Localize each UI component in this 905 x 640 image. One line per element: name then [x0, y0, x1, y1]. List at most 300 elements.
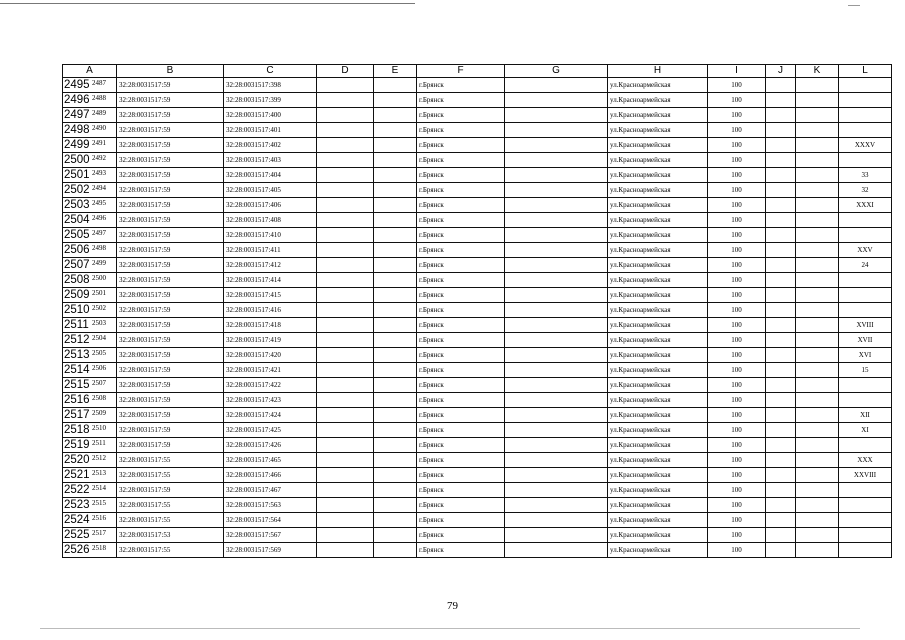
cell-f[interactable]: г.Брянск [417, 408, 505, 423]
row-number-cell[interactable] [63, 258, 117, 273]
cell-j[interactable] [766, 438, 796, 453]
cell-h[interactable]: ул.Красноармейская [608, 258, 708, 273]
cell-h[interactable]: ул.Красноармейская [608, 153, 708, 168]
cell-h[interactable]: ул.Красноармейская [608, 273, 708, 288]
cell-c[interactable]: 32:28:0031517:426 [224, 438, 317, 453]
cell-d[interactable] [317, 243, 374, 258]
cell-k[interactable] [796, 183, 839, 198]
column-header-b[interactable]: B [117, 65, 224, 78]
cell-k[interactable] [796, 228, 839, 243]
cell-f[interactable]: г.Брянск [417, 528, 505, 543]
cell-e[interactable] [374, 378, 417, 393]
cell-d[interactable] [317, 123, 374, 138]
cell-l[interactable]: XXXV [839, 138, 892, 153]
cell-g[interactable] [505, 273, 608, 288]
cell-g[interactable] [505, 498, 608, 513]
cell-e[interactable] [374, 108, 417, 123]
cell-l[interactable] [839, 213, 892, 228]
row-number-cell[interactable] [63, 153, 117, 168]
cell-l[interactable]: 33 [839, 168, 892, 183]
cell-h[interactable]: ул.Красноармейская [608, 288, 708, 303]
cell-k[interactable] [796, 213, 839, 228]
cell-d[interactable] [317, 228, 374, 243]
cell-j[interactable] [766, 303, 796, 318]
cell-f[interactable]: г.Брянск [417, 468, 505, 483]
cell-f[interactable]: г.Брянск [417, 108, 505, 123]
cell-e[interactable] [374, 303, 417, 318]
cell-l[interactable]: XVII [839, 333, 892, 348]
cell-l[interactable] [839, 303, 892, 318]
cell-c[interactable]: 32:28:0031517:398 [224, 78, 317, 93]
row-number-cell[interactable] [63, 513, 117, 528]
cell-b[interactable]: 32:28:0031517:59 [117, 153, 224, 168]
cell-b[interactable]: 32:28:0031517:59 [117, 123, 224, 138]
cell-c[interactable]: 32:28:0031517:415 [224, 288, 317, 303]
cell-c[interactable]: 32:28:0031517:425 [224, 423, 317, 438]
row-number-cell[interactable] [63, 378, 117, 393]
cell-f[interactable]: г.Брянск [417, 288, 505, 303]
cell-d[interactable] [317, 543, 374, 558]
cell-h[interactable]: ул.Красноармейская [608, 363, 708, 378]
cell-l[interactable] [839, 288, 892, 303]
column-header-l[interactable]: L [839, 65, 892, 78]
row-number-cell[interactable] [63, 453, 117, 468]
cell-f[interactable]: г.Брянск [417, 258, 505, 273]
cell-c[interactable]: 32:28:0031517:416 [224, 303, 317, 318]
cell-f[interactable]: г.Брянск [417, 273, 505, 288]
cell-f[interactable]: г.Брянск [417, 303, 505, 318]
cell-i[interactable]: 100 [708, 123, 766, 138]
cell-i[interactable]: 100 [708, 243, 766, 258]
cell-d[interactable] [317, 93, 374, 108]
row-number-cell[interactable] [63, 528, 117, 543]
cell-f[interactable]: г.Брянск [417, 453, 505, 468]
cell-g[interactable] [505, 438, 608, 453]
cell-l[interactable] [839, 78, 892, 93]
cell-d[interactable] [317, 438, 374, 453]
column-header-d[interactable]: D [317, 65, 374, 78]
cell-i[interactable]: 100 [708, 273, 766, 288]
cell-g[interactable] [505, 243, 608, 258]
cell-b[interactable]: 32:28:0031517:55 [117, 498, 224, 513]
cell-h[interactable]: ул.Красноармейская [608, 498, 708, 513]
cell-h[interactable]: ул.Красноармейская [608, 438, 708, 453]
cell-j[interactable] [766, 318, 796, 333]
cell-i[interactable]: 100 [708, 528, 766, 543]
column-header-e[interactable]: E [374, 65, 417, 78]
row-number-cell[interactable] [63, 198, 117, 213]
cell-d[interactable] [317, 183, 374, 198]
cell-b[interactable]: 32:28:0031517:59 [117, 273, 224, 288]
cell-d[interactable] [317, 258, 374, 273]
row-number-cell[interactable] [63, 498, 117, 513]
cell-d[interactable] [317, 498, 374, 513]
cell-l[interactable] [839, 108, 892, 123]
cell-e[interactable] [374, 78, 417, 93]
cell-j[interactable] [766, 78, 796, 93]
cell-k[interactable] [796, 513, 839, 528]
cell-j[interactable] [766, 243, 796, 258]
cell-e[interactable] [374, 468, 417, 483]
cell-d[interactable] [317, 168, 374, 183]
cell-e[interactable] [374, 198, 417, 213]
cell-k[interactable] [796, 93, 839, 108]
cell-c[interactable]: 32:28:0031517:399 [224, 93, 317, 108]
cell-h[interactable]: ул.Красноармейская [608, 93, 708, 108]
cell-g[interactable] [505, 153, 608, 168]
cell-k[interactable] [796, 153, 839, 168]
cell-h[interactable]: ул.Красноармейская [608, 78, 708, 93]
cell-c[interactable]: 32:28:0031517:405 [224, 183, 317, 198]
cell-e[interactable] [374, 273, 417, 288]
cell-i[interactable]: 100 [708, 498, 766, 513]
cell-d[interactable] [317, 528, 374, 543]
cell-d[interactable] [317, 453, 374, 468]
cell-e[interactable] [374, 333, 417, 348]
cell-c[interactable]: 32:28:0031517:410 [224, 228, 317, 243]
cell-l[interactable] [839, 498, 892, 513]
row-number-cell[interactable] [63, 318, 117, 333]
cell-g[interactable] [505, 183, 608, 198]
cell-h[interactable]: ул.Красноармейская [608, 108, 708, 123]
cell-l[interactable]: XXXI [839, 198, 892, 213]
cell-i[interactable]: 100 [708, 468, 766, 483]
cell-l[interactable]: 32 [839, 183, 892, 198]
cell-i[interactable]: 100 [708, 318, 766, 333]
cell-d[interactable] [317, 273, 374, 288]
cell-l[interactable]: XVIII [839, 318, 892, 333]
cell-d[interactable] [317, 423, 374, 438]
cell-i[interactable]: 100 [708, 513, 766, 528]
cell-b[interactable]: 32:28:0031517:59 [117, 288, 224, 303]
cell-c[interactable]: 32:28:0031517:423 [224, 393, 317, 408]
row-number-cell[interactable] [63, 408, 117, 423]
cell-c[interactable]: 32:28:0031517:408 [224, 213, 317, 228]
cell-j[interactable] [766, 333, 796, 348]
cell-f[interactable]: г.Брянск [417, 333, 505, 348]
cell-d[interactable] [317, 108, 374, 123]
row-number-cell[interactable] [63, 78, 117, 93]
cell-i[interactable]: 100 [708, 378, 766, 393]
cell-j[interactable] [766, 288, 796, 303]
cell-e[interactable] [374, 498, 417, 513]
cell-b[interactable]: 32:28:0031517:59 [117, 93, 224, 108]
column-header-a[interactable]: A [63, 65, 117, 78]
cell-j[interactable] [766, 168, 796, 183]
cell-k[interactable] [796, 108, 839, 123]
cell-b[interactable]: 32:28:0031517:59 [117, 303, 224, 318]
row-number-cell[interactable] [63, 393, 117, 408]
row-number-cell[interactable] [63, 213, 117, 228]
cell-k[interactable] [796, 543, 839, 558]
cell-j[interactable] [766, 198, 796, 213]
cell-c[interactable]: 32:28:0031517:563 [224, 498, 317, 513]
cell-c[interactable]: 32:28:0031517:419 [224, 333, 317, 348]
cell-g[interactable] [505, 108, 608, 123]
cell-i[interactable]: 100 [708, 438, 766, 453]
cell-c[interactable]: 32:28:0031517:422 [224, 378, 317, 393]
row-number-cell[interactable] [63, 168, 117, 183]
cell-i[interactable]: 100 [708, 168, 766, 183]
cell-f[interactable]: г.Брянск [417, 318, 505, 333]
cell-f[interactable]: г.Брянск [417, 198, 505, 213]
cell-b[interactable]: 32:28:0031517:55 [117, 513, 224, 528]
cell-b[interactable]: 32:28:0031517:59 [117, 483, 224, 498]
cell-i[interactable]: 100 [708, 303, 766, 318]
cell-c[interactable]: 32:28:0031517:564 [224, 513, 317, 528]
cell-k[interactable] [796, 393, 839, 408]
cell-h[interactable]: ул.Красноармейская [608, 303, 708, 318]
cell-i[interactable]: 100 [708, 258, 766, 273]
cell-h[interactable]: ул.Красноармейская [608, 423, 708, 438]
cell-e[interactable] [374, 258, 417, 273]
cell-k[interactable] [796, 198, 839, 213]
cell-e[interactable] [374, 363, 417, 378]
cell-j[interactable] [766, 348, 796, 363]
cell-l[interactable] [839, 378, 892, 393]
cell-b[interactable]: 32:28:0031517:59 [117, 213, 224, 228]
cell-j[interactable] [766, 453, 796, 468]
cell-k[interactable] [796, 138, 839, 153]
cell-f[interactable]: г.Брянск [417, 423, 505, 438]
cell-e[interactable] [374, 543, 417, 558]
cell-e[interactable] [374, 438, 417, 453]
cell-h[interactable]: ул.Красноармейская [608, 138, 708, 153]
cell-l[interactable]: XVI [839, 348, 892, 363]
cell-c[interactable]: 32:28:0031517:569 [224, 543, 317, 558]
cell-l[interactable]: XI [839, 423, 892, 438]
cell-e[interactable] [374, 453, 417, 468]
cell-e[interactable] [374, 513, 417, 528]
cell-b[interactable]: 32:28:0031517:55 [117, 453, 224, 468]
cell-l[interactable] [839, 228, 892, 243]
cell-f[interactable]: г.Брянск [417, 513, 505, 528]
cell-l[interactable] [839, 513, 892, 528]
cell-j[interactable] [766, 183, 796, 198]
cell-k[interactable] [796, 378, 839, 393]
cell-h[interactable]: ул.Красноармейская [608, 468, 708, 483]
cell-i[interactable]: 100 [708, 183, 766, 198]
cell-i[interactable]: 100 [708, 228, 766, 243]
cell-g[interactable] [505, 228, 608, 243]
cell-l[interactable] [839, 543, 892, 558]
cell-f[interactable]: г.Брянск [417, 393, 505, 408]
cell-e[interactable] [374, 393, 417, 408]
cell-d[interactable] [317, 483, 374, 498]
cell-d[interactable] [317, 468, 374, 483]
cell-j[interactable] [766, 543, 796, 558]
cell-g[interactable] [505, 198, 608, 213]
cell-l[interactable] [839, 483, 892, 498]
row-number-cell[interactable] [63, 138, 117, 153]
cell-j[interactable] [766, 408, 796, 423]
column-header-c[interactable]: C [224, 65, 317, 78]
cell-d[interactable] [317, 333, 374, 348]
row-number-cell[interactable] [63, 303, 117, 318]
cell-c[interactable]: 32:28:0031517:403 [224, 153, 317, 168]
cell-k[interactable] [796, 288, 839, 303]
row-number-cell[interactable] [63, 108, 117, 123]
cell-b[interactable]: 32:28:0031517:53 [117, 528, 224, 543]
column-header-j[interactable]: J [766, 65, 796, 78]
cell-d[interactable] [317, 348, 374, 363]
cell-k[interactable] [796, 423, 839, 438]
cell-e[interactable] [374, 123, 417, 138]
cell-e[interactable] [374, 183, 417, 198]
cell-k[interactable] [796, 273, 839, 288]
cell-g[interactable] [505, 138, 608, 153]
cell-f[interactable]: г.Брянск [417, 183, 505, 198]
cell-g[interactable] [505, 513, 608, 528]
cell-k[interactable] [796, 453, 839, 468]
cell-c[interactable]: 32:28:0031517:401 [224, 123, 317, 138]
cell-j[interactable] [766, 528, 796, 543]
cell-b[interactable]: 32:28:0031517:59 [117, 198, 224, 213]
cell-b[interactable]: 32:28:0031517:55 [117, 543, 224, 558]
cell-l[interactable] [839, 393, 892, 408]
cell-g[interactable] [505, 168, 608, 183]
row-number-cell[interactable] [63, 438, 117, 453]
cell-e[interactable] [374, 243, 417, 258]
cell-h[interactable]: ул.Красноармейская [608, 333, 708, 348]
cell-b[interactable]: 32:28:0031517:59 [117, 423, 224, 438]
cell-k[interactable] [796, 408, 839, 423]
cell-g[interactable] [505, 303, 608, 318]
cell-f[interactable]: г.Брянск [417, 123, 505, 138]
cell-j[interactable] [766, 498, 796, 513]
cell-i[interactable]: 100 [708, 108, 766, 123]
cell-i[interactable]: 100 [708, 423, 766, 438]
cell-f[interactable]: г.Брянск [417, 438, 505, 453]
cell-g[interactable] [505, 213, 608, 228]
cell-d[interactable] [317, 288, 374, 303]
row-number-cell[interactable] [63, 183, 117, 198]
cell-k[interactable] [796, 528, 839, 543]
cell-b[interactable]: 32:28:0031517:59 [117, 393, 224, 408]
cell-l[interactable]: XXV [839, 243, 892, 258]
cell-e[interactable] [374, 408, 417, 423]
cell-i[interactable]: 100 [708, 348, 766, 363]
row-number-cell[interactable] [63, 288, 117, 303]
cell-h[interactable]: ул.Красноармейская [608, 543, 708, 558]
cell-f[interactable]: г.Брянск [417, 93, 505, 108]
cell-k[interactable] [796, 438, 839, 453]
cell-c[interactable]: 32:28:0031517:467 [224, 483, 317, 498]
cell-l[interactable] [839, 153, 892, 168]
cell-i[interactable]: 100 [708, 198, 766, 213]
cell-f[interactable]: г.Брянск [417, 153, 505, 168]
cell-b[interactable]: 32:28:0031517:59 [117, 408, 224, 423]
cell-k[interactable] [796, 348, 839, 363]
cell-g[interactable] [505, 123, 608, 138]
cell-k[interactable] [796, 483, 839, 498]
cell-k[interactable] [796, 78, 839, 93]
cell-h[interactable]: ул.Красноармейская [608, 348, 708, 363]
row-number-cell[interactable] [63, 273, 117, 288]
cell-d[interactable] [317, 213, 374, 228]
cell-h[interactable]: ул.Красноармейская [608, 513, 708, 528]
cell-i[interactable]: 100 [708, 408, 766, 423]
cell-b[interactable]: 32:28:0031517:59 [117, 138, 224, 153]
cell-c[interactable]: 32:28:0031517:402 [224, 138, 317, 153]
cell-c[interactable]: 32:28:0031517:465 [224, 453, 317, 468]
row-number-cell[interactable] [63, 468, 117, 483]
cell-b[interactable]: 32:28:0031517:59 [117, 228, 224, 243]
cell-l[interactable] [839, 273, 892, 288]
cell-j[interactable] [766, 423, 796, 438]
cell-l[interactable] [839, 123, 892, 138]
column-header-i[interactable]: I [708, 65, 766, 78]
cell-g[interactable] [505, 543, 608, 558]
cell-h[interactable]: ул.Красноармейская [608, 243, 708, 258]
cell-b[interactable]: 32:28:0031517:59 [117, 183, 224, 198]
row-number-cell[interactable] [63, 93, 117, 108]
cell-k[interactable] [796, 243, 839, 258]
cell-k[interactable] [796, 258, 839, 273]
cell-j[interactable] [766, 363, 796, 378]
cell-b[interactable]: 32:28:0031517:59 [117, 258, 224, 273]
cell-f[interactable]: г.Брянск [417, 78, 505, 93]
cell-g[interactable] [505, 363, 608, 378]
cell-i[interactable]: 100 [708, 453, 766, 468]
cell-d[interactable] [317, 198, 374, 213]
cell-e[interactable] [374, 288, 417, 303]
cell-b[interactable]: 32:28:0031517:59 [117, 348, 224, 363]
cell-e[interactable] [374, 348, 417, 363]
cell-k[interactable] [796, 333, 839, 348]
cell-b[interactable]: 32:28:0031517:59 [117, 168, 224, 183]
cell-f[interactable]: г.Брянск [417, 213, 505, 228]
cell-l[interactable] [839, 438, 892, 453]
cell-f[interactable]: г.Брянск [417, 363, 505, 378]
cell-e[interactable] [374, 528, 417, 543]
cell-f[interactable]: г.Брянск [417, 228, 505, 243]
cell-k[interactable] [796, 123, 839, 138]
row-number-cell[interactable] [63, 123, 117, 138]
row-number-cell[interactable] [63, 228, 117, 243]
cell-l[interactable]: XII [839, 408, 892, 423]
cell-h[interactable]: ул.Красноармейская [608, 318, 708, 333]
cell-k[interactable] [796, 168, 839, 183]
cell-k[interactable] [796, 363, 839, 378]
row-number-cell[interactable] [63, 483, 117, 498]
cell-d[interactable] [317, 153, 374, 168]
cell-g[interactable] [505, 288, 608, 303]
cell-e[interactable] [374, 228, 417, 243]
cell-j[interactable] [766, 513, 796, 528]
cell-j[interactable] [766, 228, 796, 243]
cell-k[interactable] [796, 498, 839, 513]
cell-i[interactable]: 100 [708, 213, 766, 228]
cell-d[interactable] [317, 303, 374, 318]
cell-j[interactable] [766, 108, 796, 123]
cell-j[interactable] [766, 93, 796, 108]
cell-c[interactable]: 32:28:0031517:466 [224, 468, 317, 483]
cell-e[interactable] [374, 423, 417, 438]
cell-c[interactable]: 32:28:0031517:567 [224, 528, 317, 543]
cell-j[interactable] [766, 213, 796, 228]
cell-j[interactable] [766, 393, 796, 408]
cell-e[interactable] [374, 483, 417, 498]
cell-c[interactable]: 32:28:0031517:414 [224, 273, 317, 288]
cell-d[interactable] [317, 363, 374, 378]
cell-j[interactable] [766, 258, 796, 273]
cell-i[interactable]: 100 [708, 288, 766, 303]
cell-i[interactable]: 100 [708, 153, 766, 168]
cell-b[interactable]: 32:28:0031517:59 [117, 108, 224, 123]
cell-g[interactable] [505, 78, 608, 93]
cell-c[interactable]: 32:28:0031517:424 [224, 408, 317, 423]
